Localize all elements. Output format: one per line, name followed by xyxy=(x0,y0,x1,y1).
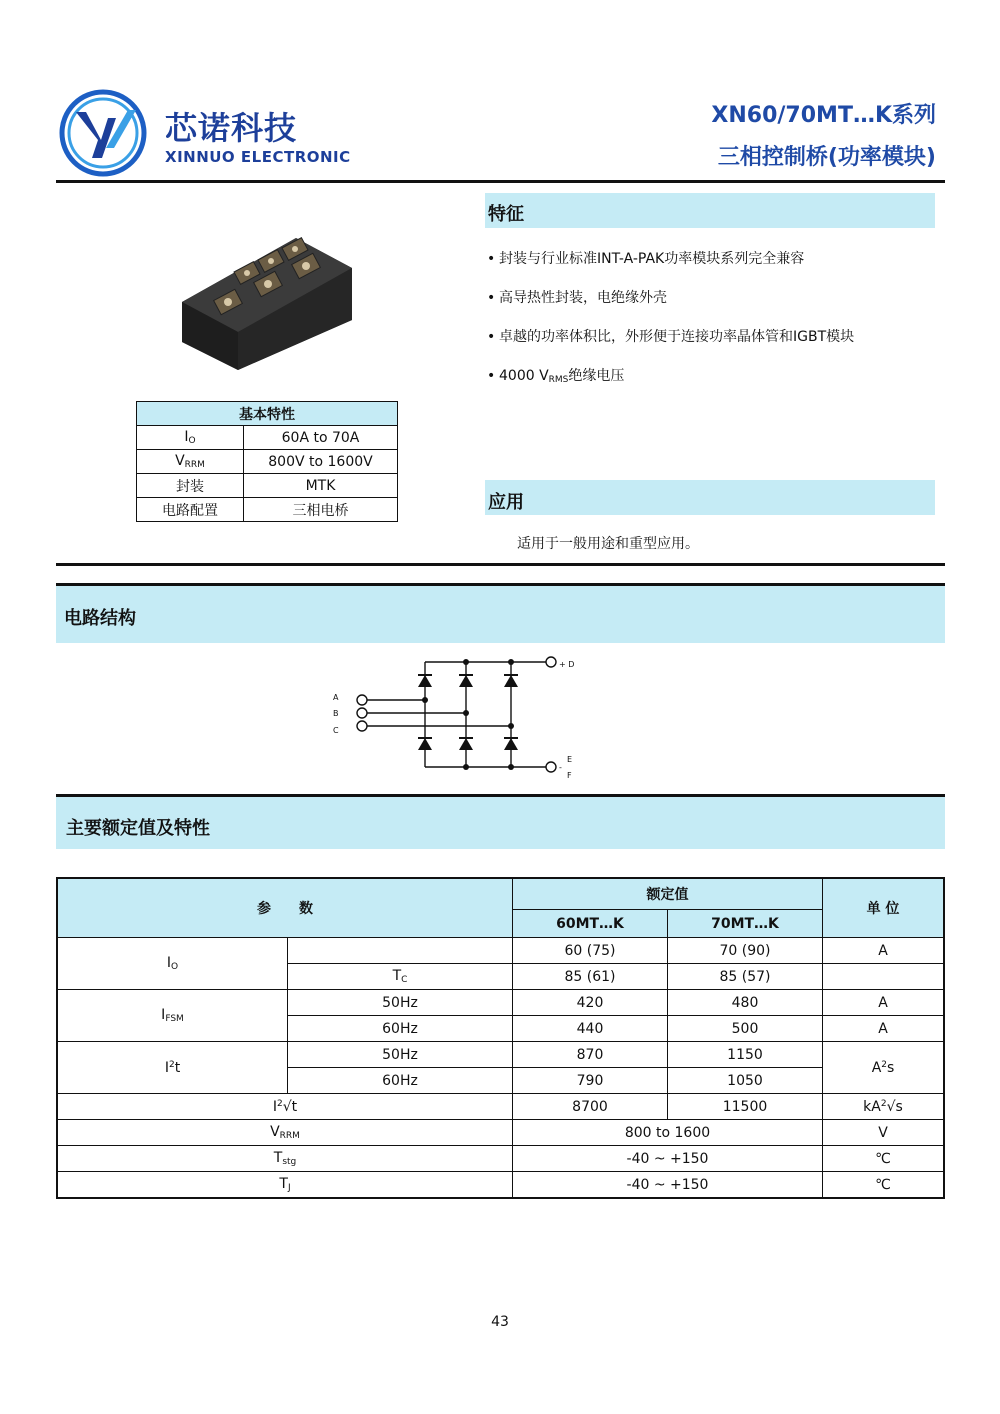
product-subtitle: 三相控制桥(功率模块) xyxy=(717,145,936,170)
unit-cell: $kA^2√s$ xyxy=(823,1094,945,1120)
unit-header: 单 位 xyxy=(823,878,945,938)
terminal-label-e: E xyxy=(567,755,573,764)
unit-cell: V xyxy=(823,1120,945,1146)
table-row xyxy=(137,426,398,450)
value-cell: 800 to 1600 xyxy=(513,1120,823,1146)
table-row xyxy=(137,450,398,474)
value-cell: 三相电桥 xyxy=(244,498,398,522)
table-row xyxy=(57,938,944,964)
application-title: 应用 xyxy=(488,492,524,513)
param-cell: 电路配置 xyxy=(137,498,244,522)
value-cell: 480 xyxy=(668,990,823,1016)
bullet-icon: • xyxy=(487,290,496,306)
value-cell: 440 xyxy=(513,1016,668,1042)
param-cell: $I^2√t$ xyxy=(57,1094,513,1120)
header-rule xyxy=(56,180,945,183)
unit-cell: A xyxy=(823,938,945,964)
unit-cell: ℃ xyxy=(823,1146,945,1172)
application-header xyxy=(485,480,935,515)
table-row xyxy=(57,1146,944,1172)
value-cell: 870 xyxy=(513,1042,668,1068)
cond-cell xyxy=(288,938,513,964)
table-row xyxy=(57,1120,944,1146)
company-logo xyxy=(58,88,148,178)
unit-cell xyxy=(823,964,945,990)
bullet-icon: • xyxy=(487,329,496,345)
param-cell: $V_{RRM}$ xyxy=(57,1120,513,1146)
basic-characteristics-table xyxy=(136,401,398,522)
ratings-title: 主要额定值及特性 xyxy=(66,818,210,839)
table-row xyxy=(137,498,398,522)
param-header: 参 数 xyxy=(57,878,513,938)
value-cell: 500 xyxy=(668,1016,823,1042)
table-row xyxy=(137,474,398,498)
unit-cell: $A^2s$ xyxy=(823,1042,945,1094)
cond-cell: 60Hz xyxy=(288,1068,513,1094)
circuit-header xyxy=(56,586,945,643)
features-header xyxy=(485,193,935,228)
ratings-table xyxy=(56,877,945,1199)
brand-name-cn: 芯诺科技 xyxy=(165,109,298,147)
basic-table-title: 基本特性 xyxy=(137,402,398,426)
bullet-icon: • xyxy=(487,368,496,384)
cond-cell: 60Hz xyxy=(288,1016,513,1042)
terminal-label-minus: - xyxy=(559,763,562,772)
page-number: 43 xyxy=(491,1314,509,1330)
value-cell: 1050 xyxy=(668,1068,823,1094)
brand-name-en: XINNUO ELECTRONIC xyxy=(165,148,351,166)
circuit-title: 电路结构 xyxy=(64,608,136,629)
value-cell: -40 ~ +150 xyxy=(513,1172,823,1199)
bullet-icon: • xyxy=(487,251,496,267)
terminal-label-c: C xyxy=(333,726,339,735)
application-text: 适用于一般用途和重型应用。 xyxy=(517,536,699,552)
param-cell: 封装 xyxy=(137,474,244,498)
value-cell: 11500 xyxy=(668,1094,823,1120)
cond-cell: 50Hz xyxy=(288,990,513,1016)
unit-cell: A xyxy=(823,990,945,1016)
table-row xyxy=(57,990,944,1016)
cond-cell: 50Hz xyxy=(288,1042,513,1068)
circuit-diagram xyxy=(325,650,585,785)
value-cell: 85 (57) xyxy=(668,964,823,990)
param-cell: $I_{FSM}$ xyxy=(57,990,288,1042)
cond-cell: $T_C$ xyxy=(288,964,513,990)
value-cell: MTK xyxy=(244,474,398,498)
section-rule xyxy=(56,563,945,566)
value-cell: 60A to 70A xyxy=(244,426,398,450)
param-cell: $I^2t$ xyxy=(57,1042,288,1094)
value-cell: 85 (61) xyxy=(513,964,668,990)
value-cell: 8700 xyxy=(513,1094,668,1120)
table-row xyxy=(57,1094,944,1120)
feature-item: • 高导热性封装，电绝缘外壳 xyxy=(487,290,667,306)
unit-cell: A xyxy=(823,1016,945,1042)
terminal-label-b: B xyxy=(333,709,339,718)
rated-header: 额定值 xyxy=(513,878,823,910)
value-cell: 60 (75) xyxy=(513,938,668,964)
param-cell: $T_J$ xyxy=(57,1172,513,1199)
table-row xyxy=(57,1042,944,1068)
terminal-label-a: A xyxy=(333,693,339,702)
features-title: 特征 xyxy=(488,204,524,225)
col-70mt-header: 70MT…K xyxy=(668,910,823,938)
value-cell: 790 xyxy=(513,1068,668,1094)
table-row xyxy=(57,1172,944,1199)
value-cell: 800V to 1600V xyxy=(244,450,398,474)
param-cell: $V_{RRM}$ xyxy=(137,450,244,474)
terminal-label-d: + D xyxy=(559,660,575,669)
value-cell: 1150 xyxy=(668,1042,823,1068)
value-cell: -40 ~ +150 xyxy=(513,1146,823,1172)
feature-item: • 封装与行业标准INT-A-PAK功率模块系列完全兼容 xyxy=(487,251,805,267)
unit-cell: ℃ xyxy=(823,1172,945,1199)
terminal-label-f: F xyxy=(567,771,572,780)
value-cell: 420 xyxy=(513,990,668,1016)
param-cell: $T_{stg}$ xyxy=(57,1146,513,1172)
param-cell: $I_O$ xyxy=(137,426,244,450)
module-photo xyxy=(176,232,354,372)
value-cell: 70 (90) xyxy=(668,938,823,964)
col-60mt-header: 60MT…K xyxy=(513,910,668,938)
param-cell: $I_O$ xyxy=(57,938,288,990)
feature-item: • 4000 $V_{RMS}$绝缘电压 xyxy=(487,368,625,385)
series-title: XN60/70MT…K系列 xyxy=(711,103,936,128)
feature-item: • 卓越的功率体积比，外形便于连接功率晶体管和IGBT模块 xyxy=(487,329,855,345)
